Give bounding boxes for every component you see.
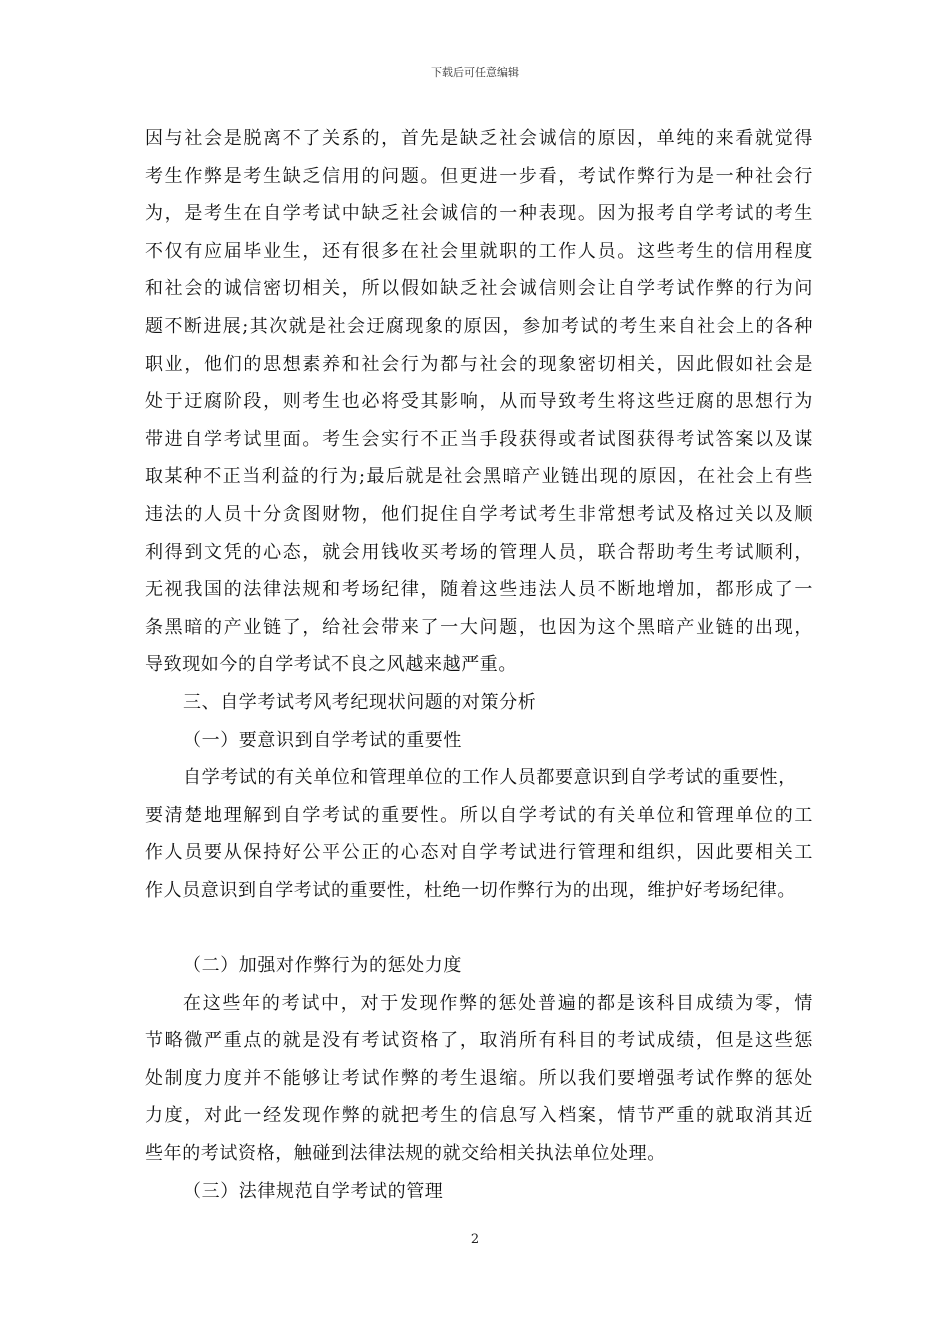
paragraph-line: 带进自学考试里面。考生会实行不正当手段获得或者试图获得考试答案以及谋 xyxy=(145,428,813,450)
blank-line xyxy=(145,909,813,947)
paragraph-line: 节略微严重点的就是没有考试资格了，取消所有科目的考试成绩，但是这些惩 xyxy=(145,1030,813,1052)
subsection-heading: （三）法律规范自学考试的管理 xyxy=(183,1180,444,1202)
paragraph-line: 在这些年的考试中，对于发现作弊的惩处普遍的都是该科目成绩为零，情 xyxy=(183,992,813,1014)
paragraph-line: 处制度力度并不能够让考试作弊的考生退缩。所以我们要增强考试作弊的惩处 xyxy=(145,1067,813,1089)
paragraph-line: 无视我国的法律法规和考场纪律，随着这些违法人员不断地增加，都形成了一 xyxy=(145,579,813,601)
paragraph-line: 作人员意识到自学考试的重要性，杜绝一切作弊行为的出现，维护好考场纪律。 xyxy=(145,879,796,901)
paragraph-line: 不仅有应届毕业生，还有很多在社会里就职的工作人员。这些考生的信用程度 xyxy=(145,240,813,262)
section-heading: 三、自学考试考风考纪现状问题的对策分析 xyxy=(183,691,537,713)
paragraph-line: 条黑暗的产业链了，给社会带来了一大问题，也因为这个黑暗产业链的出现， xyxy=(145,616,813,638)
paragraph-line: 因与社会是脱离不了关系的，首先是缺乏社会诚信的原因，单纯的来看就觉得 xyxy=(145,128,813,149)
document-body xyxy=(145,120,813,1210)
paragraph-line: 考生作弊是考生缺乏信用的问题。但更进一步看，考试作弊行为是一种社会行 xyxy=(145,165,813,187)
paragraph-line: 自学考试的有关单位和管理单位的工作人员都要意识到自学考试的重要性， xyxy=(183,767,797,789)
paragraph-line: 处于迂腐阶段，则考生也必将受其影响，从而导致考生将这些迂腐的思想行为 xyxy=(145,391,813,413)
paragraph-line: 取某种不正当利益的行为;最后就是社会黑暗产业链出现的原因，在社会上有些 xyxy=(145,466,813,488)
paragraph-line: 些年的考试资格，触碰到法律法规的就交给相关执法单位处理。 xyxy=(145,1143,666,1165)
subsection-heading: （一）要意识到自学考试的重要性 xyxy=(183,729,462,751)
paragraph-line: 职业，他们的思想素养和社会行为都与社会的现象密切相关，因此假如社会是 xyxy=(145,353,813,375)
paragraph-line: 力度，对此一经发现作弊的就把考生的信息写入档案，情节严重的就取消其近 xyxy=(145,1105,813,1127)
paragraph-line: 作人员要从保持好公平公正的心态对自学考试进行管理和组织，因此要相关工 xyxy=(145,842,813,864)
subsection-heading: （二）加强对作弊行为的惩处力度 xyxy=(183,955,462,977)
paragraph-line: 违法的人员十分贪图财物，他们捉住自学考试考生非常想考试及格过关以及顺 xyxy=(145,503,813,525)
paragraph-line: 导致现如今的自学考试不良之风越来越严重。 xyxy=(145,654,517,676)
page-header: 下载后可任意编辑 xyxy=(431,66,519,79)
paragraph-line: 利得到文凭的心态，就会用钱收买考场的管理人员，联合帮助考生考试顺利， xyxy=(145,541,813,563)
paragraph-line: 要清楚地理解到自学考试的重要性。所以自学考试的有关单位和管理单位的工 xyxy=(145,804,813,826)
page-number: 2 xyxy=(470,1232,480,1247)
paragraph-line: 和社会的诚信密切相关，所以假如缺乏社会诚信则会让自学考试作弊的行为问 xyxy=(145,278,813,300)
paragraph-line: 为，是考生在自学考试中缺乏社会诚信的一种表现。因为报考自学考试的考生 xyxy=(145,203,813,225)
paragraph-line: 题不断进展;其次就是社会迂腐现象的原因，参加考试的考生来自社会上的各种 xyxy=(145,315,813,337)
